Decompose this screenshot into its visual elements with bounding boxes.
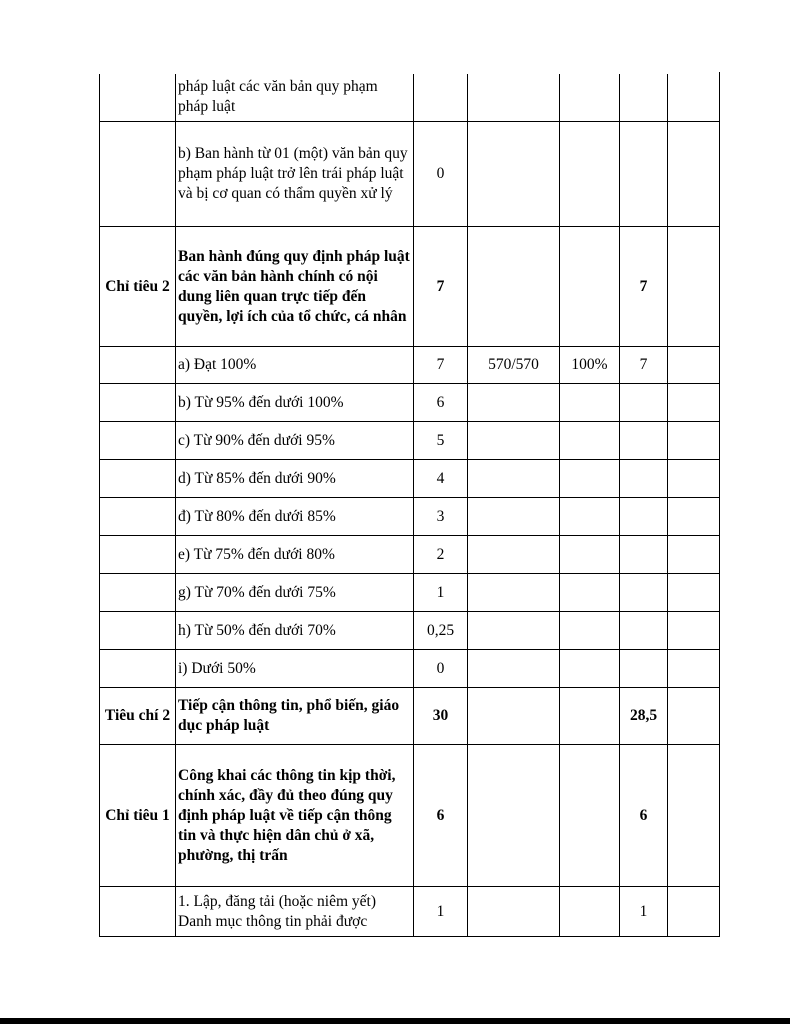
self-score-cell (620, 460, 668, 498)
result-cell (468, 422, 560, 460)
criterion-label-cell (100, 498, 176, 536)
criterion-label-cell (100, 536, 176, 574)
result-cell (468, 612, 560, 650)
table-row (100, 384, 720, 422)
criterion-label-cell (100, 122, 176, 227)
criterion-label-cell (100, 347, 176, 384)
content-cell: d) Từ 85% đến dưới 90% (176, 460, 414, 498)
result-cell (468, 122, 560, 227)
content-cell: c) Từ 90% đến dưới 95% (176, 422, 414, 460)
content-cell: a) Đạt 100% (176, 347, 414, 384)
criterion-label-cell: Chỉ tiêu 1 (100, 745, 176, 887)
criterion-label-cell (100, 650, 176, 688)
page-bottom-rule (0, 1018, 790, 1024)
criterion-label-cell (100, 422, 176, 460)
rate-cell (560, 73, 620, 122)
rate-cell (560, 227, 620, 347)
content-cell: pháp luật các văn bản quy phạm pháp luật (176, 73, 414, 122)
max-score-cell (414, 73, 468, 122)
page-break-top (99, 72, 719, 74)
self-score-cell (620, 73, 668, 122)
max-score-cell: 2 (414, 536, 468, 574)
max-score-cell: 3 (414, 498, 468, 536)
max-score-cell: 1 (414, 887, 468, 937)
self-score-cell (620, 650, 668, 688)
content-cell: 1. Lập, đăng tải (hoặc niêm yết) Danh mục thông tin phải được (176, 887, 414, 937)
rate-cell (560, 650, 620, 688)
content-cell: Ban hành đúng quy định pháp luật các văn bản hành chính có nội dung liên quan trực tiếp đến quyền, lợi ích của tổ chức, cá nhân (176, 227, 414, 347)
result-cell (468, 384, 560, 422)
self-score-cell: 7 (620, 227, 668, 347)
criterion-label-cell (100, 384, 176, 422)
criterion-label-cell (100, 574, 176, 612)
table-row (100, 122, 720, 227)
result-cell (468, 498, 560, 536)
content-cell: h) Từ 50% đến dưới 70% (176, 612, 414, 650)
note-cell (668, 887, 720, 937)
content-cell: Tiếp cận thông tin, phổ biến, giáo dục pháp luật (176, 688, 414, 745)
result-cell (468, 745, 560, 887)
criterion-label-cell: Chỉ tiêu 2 (100, 227, 176, 347)
result-cell (468, 536, 560, 574)
note-cell (668, 384, 720, 422)
rate-cell (560, 887, 620, 937)
rate-cell (560, 122, 620, 227)
max-score-cell: 0 (414, 650, 468, 688)
self-score-cell: 1 (620, 887, 668, 937)
criterion-label-cell (100, 460, 176, 498)
result-cell (468, 887, 560, 937)
result-cell (468, 688, 560, 745)
result-cell (468, 227, 560, 347)
table-row (100, 887, 720, 937)
rate-cell (560, 574, 620, 612)
max-score-cell: 6 (414, 745, 468, 887)
table-row (100, 422, 720, 460)
self-score-cell (620, 122, 668, 227)
table-row (100, 612, 720, 650)
content-cell: b) Ban hành từ 01 (một) văn bản quy phạm pháp luật trở lên trái pháp luật và bị cơ quan có thẩm quyền xử lý (176, 122, 414, 227)
criterion-label-cell (100, 887, 176, 937)
content-cell: b) Từ 95% đến dưới 100% (176, 384, 414, 422)
table-row (100, 745, 720, 887)
criterion-label-cell (100, 73, 176, 122)
table-row (100, 73, 720, 122)
max-score-cell: 7 (414, 227, 468, 347)
table-row (100, 227, 720, 347)
criterion-label-cell (100, 612, 176, 650)
rate-cell: 100% (560, 347, 620, 384)
content-cell: Công khai các thông tin kịp thời, chính xác, đầy đủ theo đúng quy định pháp luật về tiếp cận thông tin và thực hiện dân chủ ở xã, phường, thị trấn (176, 745, 414, 887)
result-cell (468, 73, 560, 122)
content-cell: i) Dưới 50% (176, 650, 414, 688)
note-cell (668, 422, 720, 460)
note-cell (668, 460, 720, 498)
self-score-cell (620, 574, 668, 612)
self-score-cell (620, 498, 668, 536)
note-cell (668, 227, 720, 347)
max-score-cell: 5 (414, 422, 468, 460)
result-cell (468, 574, 560, 612)
max-score-cell: 0 (414, 122, 468, 227)
content-cell: đ) Từ 80% đến dưới 85% (176, 498, 414, 536)
max-score-cell: 1 (414, 574, 468, 612)
note-cell (668, 73, 720, 122)
table-row (100, 347, 720, 384)
result-cell: 570/570 (468, 347, 560, 384)
table-row (100, 460, 720, 498)
content-cell: e) Từ 75% đến dưới 80% (176, 536, 414, 574)
rate-cell (560, 384, 620, 422)
table-row (100, 574, 720, 612)
rate-cell (560, 422, 620, 460)
table-row (100, 650, 720, 688)
evaluation-table (99, 72, 720, 937)
max-score-cell: 30 (414, 688, 468, 745)
self-score-cell: 7 (620, 347, 668, 384)
note-cell (668, 612, 720, 650)
rate-cell (560, 536, 620, 574)
note-cell (668, 574, 720, 612)
self-score-cell (620, 422, 668, 460)
max-score-cell: 7 (414, 347, 468, 384)
note-cell (668, 347, 720, 384)
rate-cell (560, 498, 620, 536)
note-cell (668, 498, 720, 536)
note-cell (668, 650, 720, 688)
self-score-cell (620, 536, 668, 574)
rate-cell (560, 460, 620, 498)
rate-cell (560, 688, 620, 745)
note-cell (668, 745, 720, 887)
self-score-cell (620, 384, 668, 422)
criterion-label-cell: Tiêu chí 2 (100, 688, 176, 745)
self-score-cell: 28,5 (620, 688, 668, 745)
table-row (100, 688, 720, 745)
note-cell (668, 536, 720, 574)
result-cell (468, 460, 560, 498)
rate-cell (560, 745, 620, 887)
max-score-cell: 4 (414, 460, 468, 498)
table-row (100, 536, 720, 574)
result-cell (468, 650, 560, 688)
self-score-cell: 6 (620, 745, 668, 887)
note-cell (668, 122, 720, 227)
self-score-cell (620, 612, 668, 650)
content-cell: g) Từ 70% đến dưới 75% (176, 574, 414, 612)
rate-cell (560, 612, 620, 650)
table-row (100, 498, 720, 536)
note-cell (668, 688, 720, 745)
max-score-cell: 0,25 (414, 612, 468, 650)
max-score-cell: 6 (414, 384, 468, 422)
